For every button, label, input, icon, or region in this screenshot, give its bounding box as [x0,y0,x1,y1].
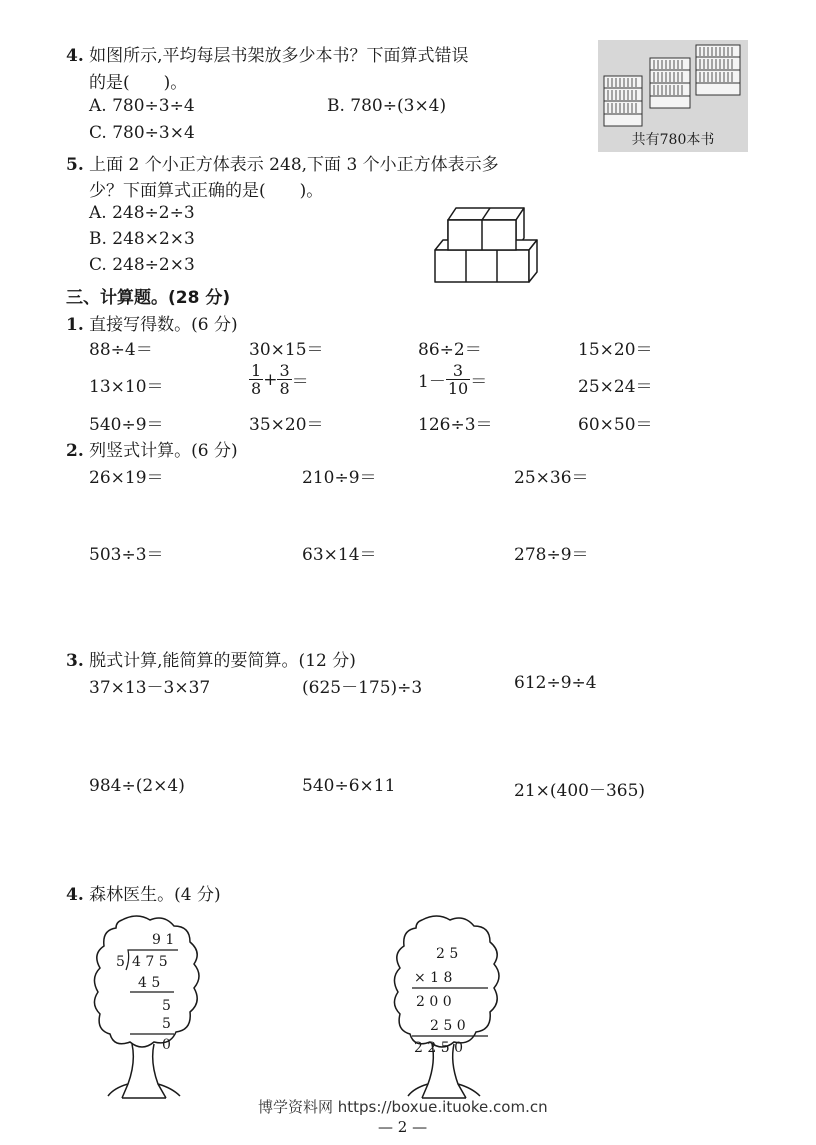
p2-r2-c2: 63×14＝ [302,545,377,565]
p1-r1-c3: 86÷2＝ [418,340,482,360]
p3-title: 脱式计算,能简算的要简算。(12 分) [89,651,356,671]
p1-r1-c2: 30×15＝ [249,340,324,360]
p1-r2-c2: $\frac{1}{8}$ + $\frac{3}{8}$ ＝ [251,361,309,398]
svg-text:× 1 8: × 1 8 [414,970,453,986]
svg-text:2 5 0: 2 5 0 [430,1018,466,1034]
p2-title: 列竖式计算。(6 分) [89,441,238,461]
p3-r2-c3: 21×(400－365) [514,781,646,801]
p1-r2-c3: 1－ $\frac{3}{10}$ ＝ [418,361,488,398]
fraction-three-eighths: $\frac{3}{8}$ [279,361,290,398]
p3-r2-c1: 984÷(2×4) [89,776,185,796]
p1-r3-c3: 126÷3＝ [418,415,493,435]
q4-option-c: C. 780÷3×4 [89,123,195,143]
tree-multiplication [392,912,504,1102]
p1-r3-c4: 60×50＝ [578,415,653,435]
q5-option-b: B. 248×2×3 [89,229,195,249]
p2-r2-c1: 503÷3＝ [89,545,164,565]
p3-number: 3. [66,651,84,671]
q5-number: 5. [66,155,84,175]
p2-r1-c1: 26×19＝ [89,468,164,488]
svg-text:5: 5 [162,998,171,1014]
p1-r2-c4: 25×24＝ [578,377,653,397]
p3-r2-c2: 540÷6×11 [302,776,396,796]
p1-title-line [66,310,238,335]
svg-text:4 5: 4 5 [138,975,161,991]
p2-number: 2. [66,441,84,461]
svg-text:9 1: 9 1 [152,932,175,948]
fraction-three-tenths: $\frac{3}{10}$ [447,361,469,398]
p3-r1-c3: 612÷9÷4 [514,673,597,693]
p2-r2-c3: 278÷9＝ [514,545,589,565]
p2-r1-c2: 210÷9＝ [302,468,377,488]
p3-title-line [66,646,356,671]
bookshelf-illustration [598,40,748,152]
bookshelf-caption: 共有780本书 [631,132,715,148]
p4-title: 森林医生。(4 分) [89,885,221,905]
q4-option-b: B. 780÷(3×4) [327,96,447,116]
p3-r1-c2: (625－175)÷3 [302,678,423,698]
p1-r1-c1: 88÷4＝ [89,340,153,360]
p4-title-line [66,880,221,905]
p2-title-line [66,436,238,461]
svg-text:5: 5 [162,1016,171,1032]
q4-option-a: A. 780÷3÷4 [89,96,195,116]
p2-r1-c3: 25×36＝ [514,468,589,488]
p1-number: 1. [66,315,84,335]
svg-text:0: 0 [162,1037,171,1053]
q5-text-line2: 少？下面算式正确的是( )。 [89,181,324,201]
svg-text:5: 5 [116,954,125,970]
p1-r3-c2: 35×20＝ [249,415,324,435]
q5-option-a: A. 248÷2÷3 [89,203,195,223]
p3-r1-c1: 37×13－3×37 [89,678,211,698]
svg-text:2 2 5 0: 2 2 5 0 [414,1040,463,1056]
p1-r1-c4: 15×20＝ [578,340,653,360]
p4-number: 4. [66,885,84,905]
page-number: — 2 — [378,1118,428,1136]
q5-line1 [66,150,499,175]
fraction-one-eighth: $\frac{1}{8}$ [251,361,262,398]
svg-text:2 5: 2 5 [436,946,459,962]
p1-r2-c1: 13×10＝ [89,377,164,397]
q4-line1 [66,41,469,66]
watermark: 博学资料网 https://boxue.ituoke.com.cn [258,1098,548,1116]
q5-option-c: C. 248÷2×3 [89,255,195,275]
q4-text-line2: 的是( )。 [89,73,188,93]
q5-text-line1: 上面 2 个小正方体表示 248,下面 3 个小正方体表示多 [89,155,499,175]
p1-title: 直接写得数。(6 分) [89,315,238,335]
p1-r3-c1: 540÷9＝ [89,415,164,435]
section-3-title: 三、计算题。(28 分) [66,288,231,308]
svg-text:2 0 0: 2 0 0 [416,994,452,1010]
tree-division [92,912,204,1102]
q4-text-line1: 如图所示,平均每层书架放多少本书？下面算式错误 [89,46,469,66]
q4-number: 4. [66,46,84,66]
cubes-illustration [430,200,540,285]
svg-text:4 7 5: 4 7 5 [132,954,168,970]
